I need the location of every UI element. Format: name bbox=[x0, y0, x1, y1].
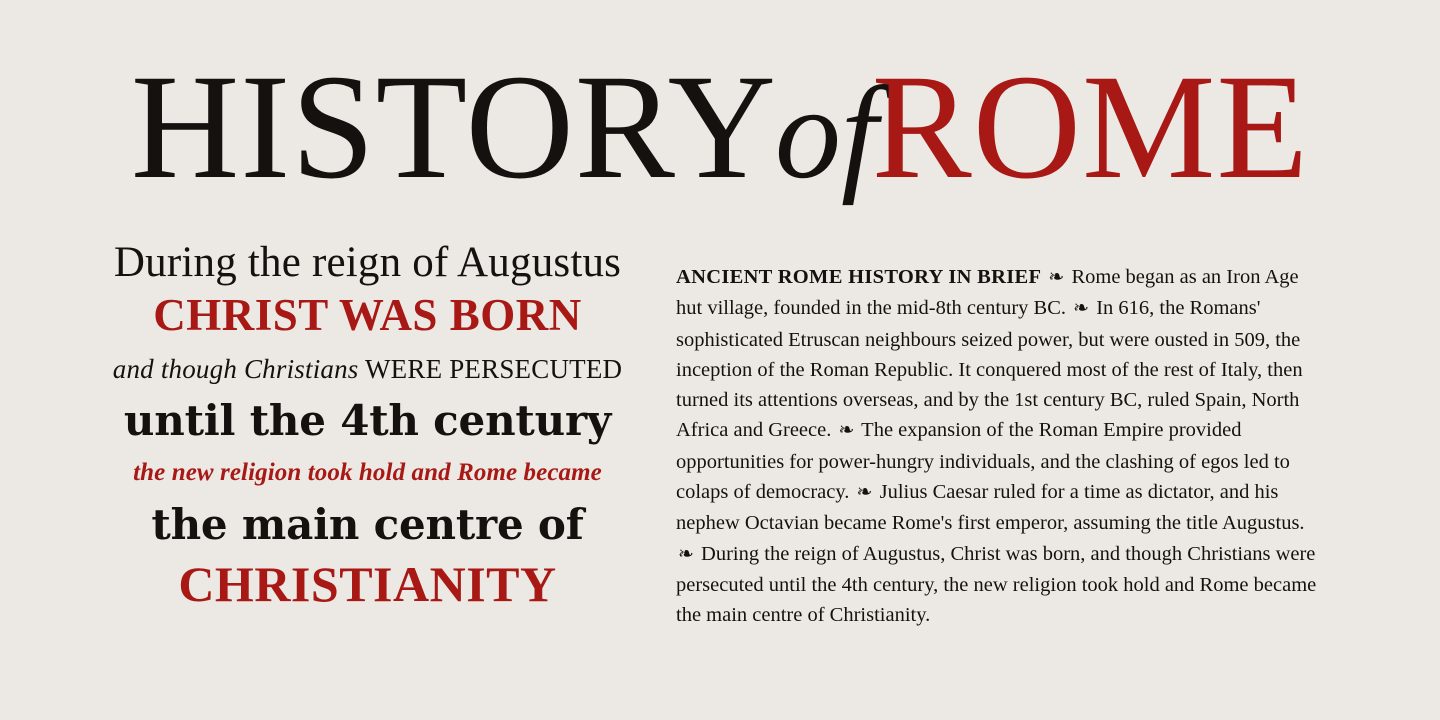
pullquote-line-3-caps: WERE PERSECUTED bbox=[364, 354, 623, 385]
fleuron-ornament-4: ❧ bbox=[856, 482, 873, 504]
body-lede: ANCIENT ROME HISTORY IN BRIEF bbox=[676, 266, 1042, 288]
pullquote-line-4: until the 4th century bbox=[123, 395, 612, 445]
content-columns bbox=[0, 240, 1440, 680]
fleuron-ornament-3: ❧ bbox=[838, 420, 855, 442]
masthead-word-rome: ROME bbox=[871, 44, 1310, 210]
masthead-title bbox=[0, 44, 1440, 210]
fleuron-ornament-2: ❧ bbox=[1073, 298, 1090, 320]
body-paragraph-2: In 616, the Romans' sophisticated Etruscan neighbours seized power, but were ousted in 509, the inception of the Roman Republic. It conquered most of the rest of Italy, then turned its attentions overseas, and by the 1st century BC, ruled Spain, North Africa and Greece. bbox=[676, 297, 1303, 442]
body-paragraph-5: During the reign of Augustus, Christ was born, and though Christians were persecuted until the 4th century, the new religion took hold and Rome became the main centre of Christianity. bbox=[676, 542, 1317, 627]
pullquote-line-2: CHRIST WAS BORN bbox=[153, 289, 582, 340]
pullquote-line-6: the main centre of bbox=[151, 499, 584, 549]
body-paragraph-3: The expansion of the Roman Empire provided opportunities for power-hungry individuals, and the clashing of egos led to colaps of democracy. bbox=[676, 419, 1290, 504]
fleuron-ornament-5: ❧ bbox=[678, 543, 694, 565]
body-paragraph-1: Rome began as an Iron Age hut village, founded in the mid-8th century BC. bbox=[676, 266, 1299, 320]
pullquote-line-5: the new religion took hold and Rome became bbox=[133, 458, 602, 486]
pullquote-block bbox=[95, 240, 640, 612]
body-paragraph-4: Julius Caesar ruled for a time as dictator, and his nephew Octavian became Rome's first emperor, assuming the title Augustus. bbox=[676, 481, 1305, 535]
pullquote-line-1: During the reign of Augustus bbox=[113, 239, 622, 286]
body-text-column bbox=[676, 262, 1321, 631]
masthead-connector-of: of bbox=[774, 59, 878, 206]
fleuron-ornament-1: ❧ bbox=[1048, 267, 1065, 288]
masthead-word-history: HISTORY bbox=[130, 44, 777, 210]
pullquote-line-7: CHRISTIANITY bbox=[178, 556, 557, 613]
pullquote-line-3-italic: and though Christians bbox=[112, 354, 359, 385]
pullquote-line-3 bbox=[95, 353, 640, 385]
